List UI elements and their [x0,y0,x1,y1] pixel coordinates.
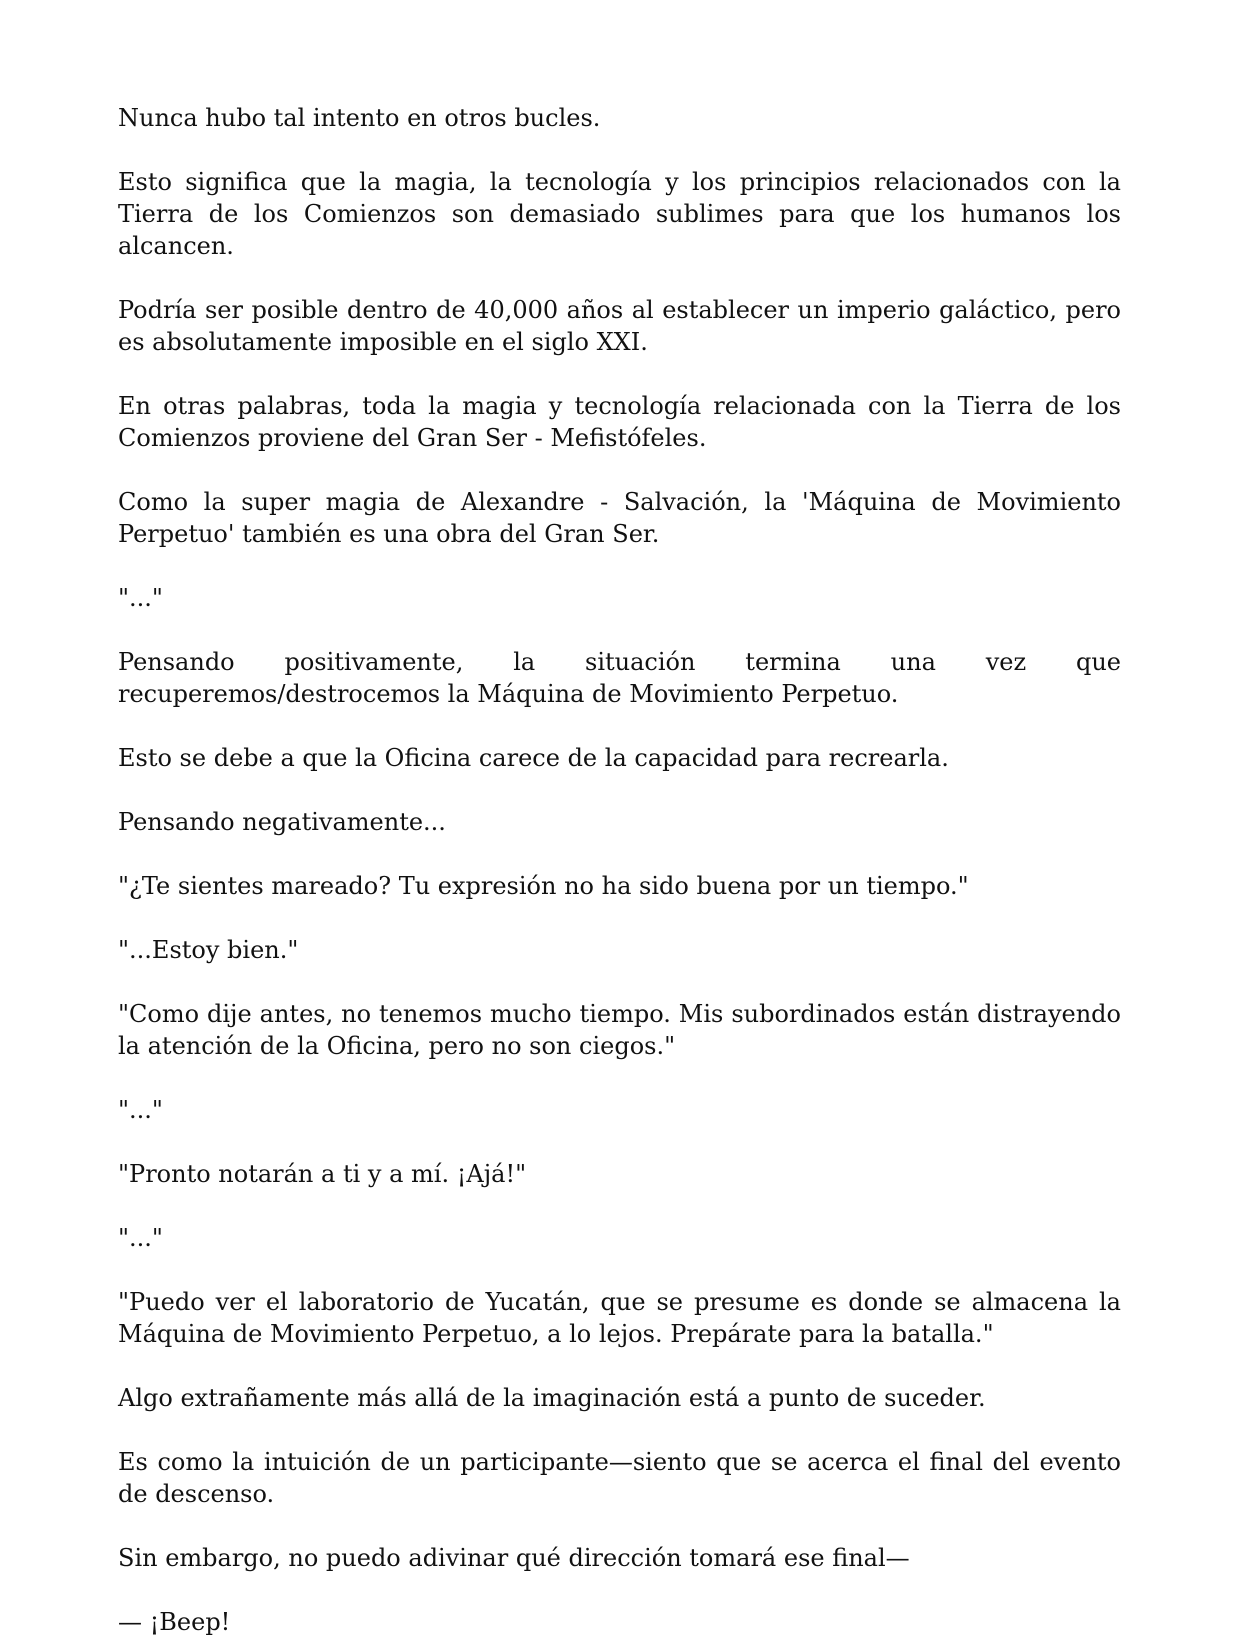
dialogue-line: "¿Te sientes mareado? Tu expresión no ha sido buena por un tiempo." [118,872,969,900]
paragraph: En otras palabras, toda la magia y tecnología relacionada con la Tierra de los Comienzos proviene del Gran Ser - Mefistófeles. [118,392,1121,452]
dialogue-line: "Pronto notarán a ti y a mí. ¡Ajá!" [118,1160,527,1188]
paragraph: Podría ser posible dentro de 40,000 años al establecer un imperio galáctico, pero es absolutamente imposible en el siglo XXI. [118,296,1121,356]
paragraph: Sin embargo, no puedo adivinar qué dirección tomará ese final— [118,1544,910,1572]
paragraph: Como la super magia de Alexandre - Salvación, la 'Máquina de Movimiento Perpetuo' también es una obra del Gran Ser. [118,488,1121,548]
paragraph: Esto significa que la magia, la tecnología y los principios relacionados con la Tierra de los Comienzos son demasiado sublimes para que los humanos los alcancen. [118,168,1121,260]
dialogue-line: "..." [118,1224,163,1252]
paragraph: — ¡Beep! [118,1608,231,1636]
dialogue-line: "..." [118,1096,163,1124]
paragraph: Pensando positivamente, la situación termina una vez que recuperemos/destrocemos la Máquina de Movimiento Perpetuo. [118,648,1121,708]
dialogue-line: "...Estoy bien." [118,936,299,964]
paragraph: Nunca hubo tal intento en otros bucles. [118,104,601,132]
dialogue-line: "..." [118,584,163,612]
paragraph: Algo extrañamente más allá de la imaginación está a punto de suceder. [118,1384,986,1412]
document-body [118,102,1121,1638]
paragraph: Es como la intuición de un participante—siento que se acerca el final del evento de descenso. [118,1448,1121,1508]
dialogue-line: "Como dije antes, no tenemos mucho tiempo. Mis subordinados están distrayendo la atención de la Oficina, pero no son ciegos." [118,1000,1121,1060]
dialogue-line: "Puedo ver el laboratorio de Yucatán, que se presume es donde se almacena la Máquina de Movimiento Perpetuo, a lo lejos. Prepárate para la batalla." [118,1288,1121,1348]
paragraph: Pensando negativamente... [118,808,446,836]
paragraph: Esto se debe a que la Oficina carece de la capacidad para recrearla. [118,744,949,772]
